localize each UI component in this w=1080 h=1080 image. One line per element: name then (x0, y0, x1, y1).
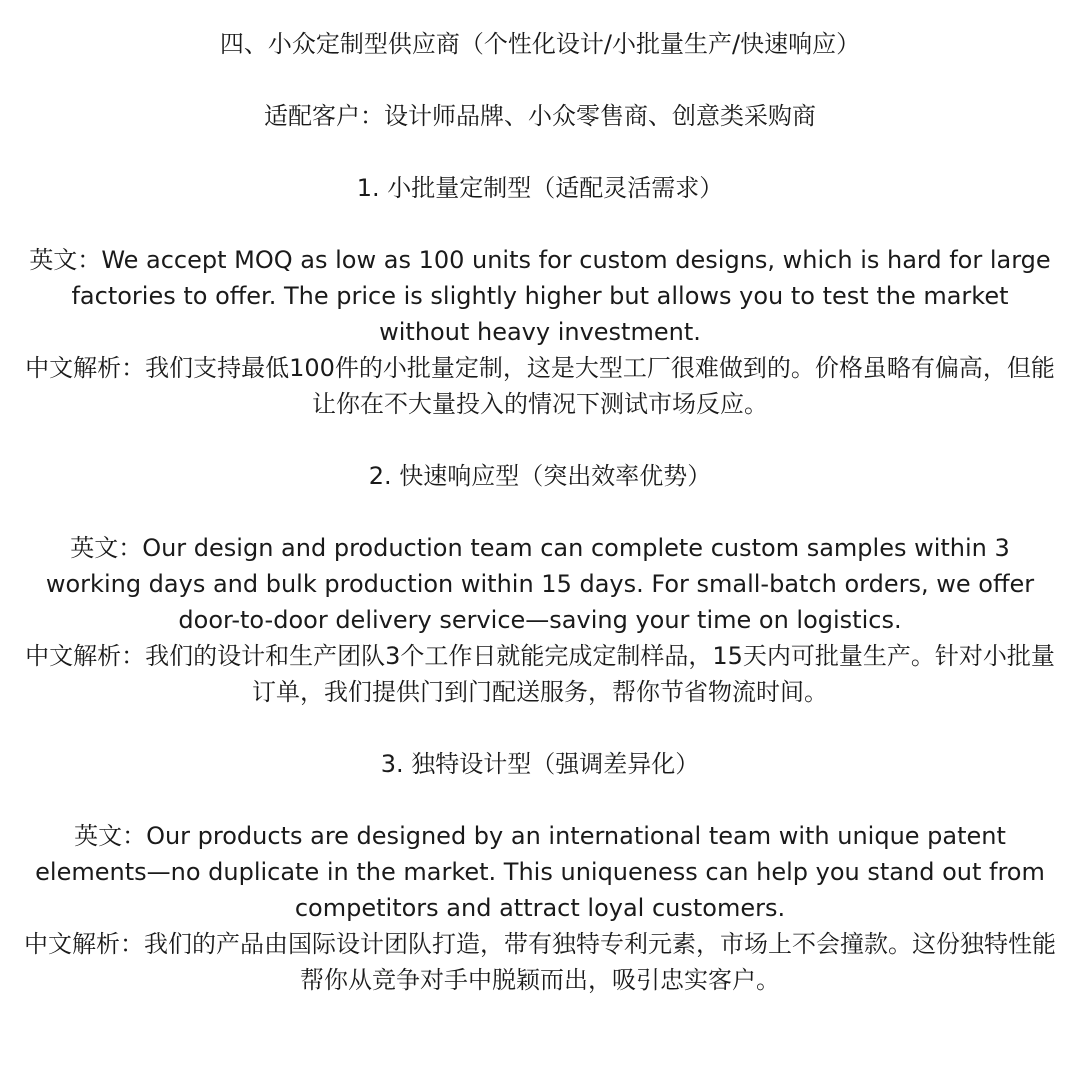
english-text: Our design and production team can complete custom samples within 3 working days and bulk production within 15 days. For small-batch orders, we offer door-to-door delivery service—saving your time on logistics. (45, 534, 1035, 634)
english-label: 英文： (70, 534, 143, 562)
english-label: 英文： (29, 246, 102, 274)
chinese-text: 我们的产品由国际设计团队打造，带有独特专利元素，市场上不会撞款。这份独特性能帮你从竞争对手中脱颖而出，吸引忠实客户。 (144, 930, 1056, 994)
chinese-label: 中文解析： (25, 354, 146, 382)
chinese-text: 我们的设计和生产团队3个工作日就能完成定制样品，15天内可批量生产。针对小批量订单，我们提供门到门配送服务，帮你节省物流时间。 (145, 642, 1055, 706)
english-text: We accept MOQ as low as 100 units for custom designs, which is hard for large factories to offer. The price is slightly higher but allows you to test the market without heavy investment. (71, 246, 1051, 346)
chinese-paragraph (24, 926, 1056, 998)
chinese-text: 我们支持最低100件的小批量定制，这是大型工厂很难做到的。价格虽略有偏高，但能让你在不大量投入的情况下测试市场反应。 (145, 354, 1055, 418)
english-paragraph (24, 242, 1056, 350)
english-paragraph (24, 818, 1056, 926)
chinese-label: 中文解析： (25, 642, 146, 670)
target-audience: 适配客户：设计师品牌、小众零售商、创意类采购商 (264, 102, 816, 130)
section-title: 1. 小批量定制型（适配灵活需求） (356, 174, 724, 202)
section-title: 3. 独特设计型（强调差异化） (380, 750, 700, 778)
english-label: 英文： (74, 822, 147, 850)
section-small-batch (24, 170, 1056, 422)
english-paragraph (24, 530, 1056, 638)
page-heading: 四、小众定制型供应商（个性化设计/小批量生产/快速响应） (219, 30, 861, 58)
section-title: 2. 快速响应型（突出效率优势） (368, 462, 712, 490)
chinese-paragraph (24, 638, 1056, 710)
section-unique-design (24, 746, 1056, 998)
chinese-paragraph (24, 350, 1056, 422)
chinese-label: 中文解析： (24, 930, 144, 958)
section-fast-response (24, 458, 1056, 710)
english-text: Our products are designed by an international team with unique patent elements—no duplicate in the market. This uniqueness can help you stand out from competitors and attract loyal customers. (35, 822, 1045, 922)
